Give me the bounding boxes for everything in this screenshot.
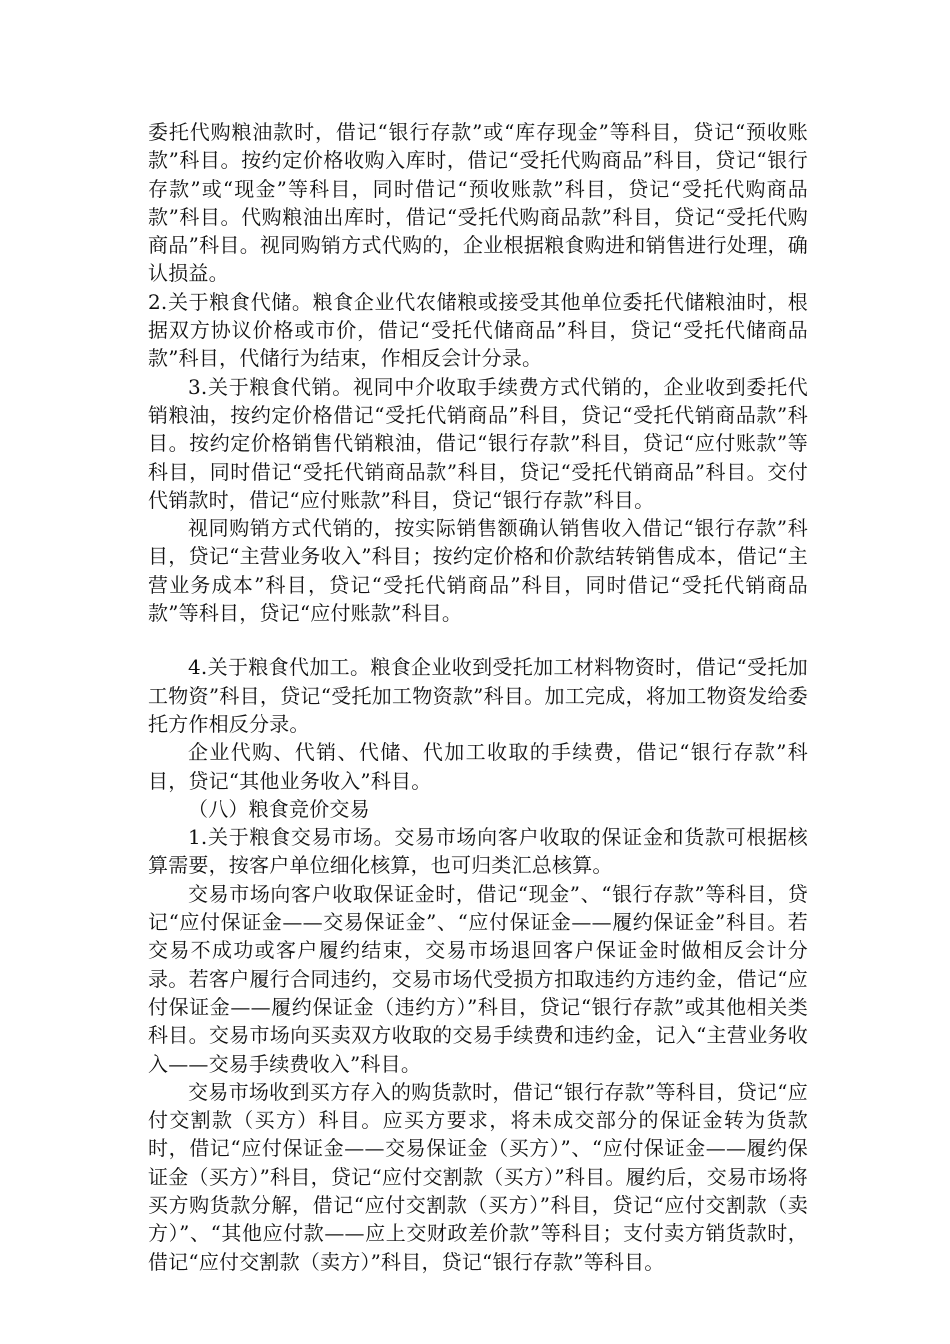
paragraph-deposit-collection: 交易市场向客户收取保证金时，借记“现金”、“银行存款”等科目，贷记“应付保证金——交易保证金”、“应付保证金——履约保证金”科目。若交易不成功或客户履约结束，交易市场退回客户保证金时做相反会计分录。若客户履行合同违约，交易市场代受损方扣取违约方违约金，借记“应付保证金——履约保证金（违约方）”科目，贷记“银行存款”或其他相关类科目。交易市场向买卖双方收取的交易手续费和违约金，记入“主营业务收入——交易手续费收入”科目。 [148,881,808,1076]
paragraph-handling-fees: 企业代购、代销、代储、代加工收取的手续费，借记“银行存款”科目，贷记“其他业务收入”科目。 [148,740,808,793]
paragraph-trading-market: 1.关于粮食交易市场。交易市场向客户收取的保证金和货款可根据核算需要，按客户单位细化核算，也可归类汇总核算。 [148,825,808,878]
paragraph-purchase-continued: 委托代购粮油款时，借记“银行存款”或“库存现金”等科目，贷记“预收账款”科目。按约定价格收购入库时，借记“受托代购商品”科目，贷记“银行存款”或“现金”等科目，同时借记“预收账款”科目，贷记“受托代购商品款”科目。代购粮油出库时，借记“受托代购商品款”科目，贷记“受托代购商品”科目。视同购销方式代购的，企业根据粮食购进和销售进行处理，确认损益。 [148,120,808,286]
section-heading-grain-bidding: （八）粮食竞价交易 [188,796,370,821]
paragraph-grain-processing: 4.关于粮食代加工。粮食企业收到受托加工材料物资时，借记“受托加工物资”科目，贷记“受托加工物资款”科目。加工完成，将加工物资发给委托方作相反分录。 [148,655,808,736]
document-body [148,118,808,1276]
paragraph-grain-storage: 2.关于粮食代储。粮食企业代农储粮或接受其他单位委托代储粮油时，根据双方协议价格或市价，借记“受托代储商品”科目，贷记“受托代储商品款”科目，代储行为结束，作相反会计分录。 [148,289,808,371]
paragraph-grain-consignment: 3.关于粮食代销。视同中介收取手续费方式代销的，企业收到委托代销粮油，按约定价格借记“受托代销商品”科目，贷记“受托代销商品款”科目。按约定价格销售代销粮油，借记“银行存款”科目，贷记“应付账款”等科目，同时借记“受托代销商品款”科目，贷记“受托代销商品”科目。交付代销款时，借记“应付账款”科目，贷记“银行存款”科目。 [148,374,808,512]
paragraph-buyer-payment: 交易市场收到买方存入的购货款时，借记“银行存款”等科目，贷记“应付交割款（买方）科目。应买方要求，将未成交部分的保证金转为货款时，借记“应付保证金——交易保证金（买方）”、“应付保证金——履约保证金（买方）”科目，贷记“应付交割款（买方）”科目。履约后，交易市场将买方购货款分解，借记“应付交割款（买方）”科目，贷记“应付交割款（卖方）”、“其他应付款——应上交财政差价款”等科目；支付卖方销货款时，借记“应付交割款（卖方）”科目，贷记“银行存款”等科目。 [148,1079,808,1274]
paragraph-consignment-as-sales: 视同购销方式代销的，按实际销售额确认销售收入借记“银行存款”科目，贷记“主营业务收入”科目；按约定价格和价款结转销售成本，借记“主营业务成本”科目，贷记“受托代销商品”科目，同时借记“受托代销商品款”等科目，贷记“应付账款”科目。 [148,516,808,626]
